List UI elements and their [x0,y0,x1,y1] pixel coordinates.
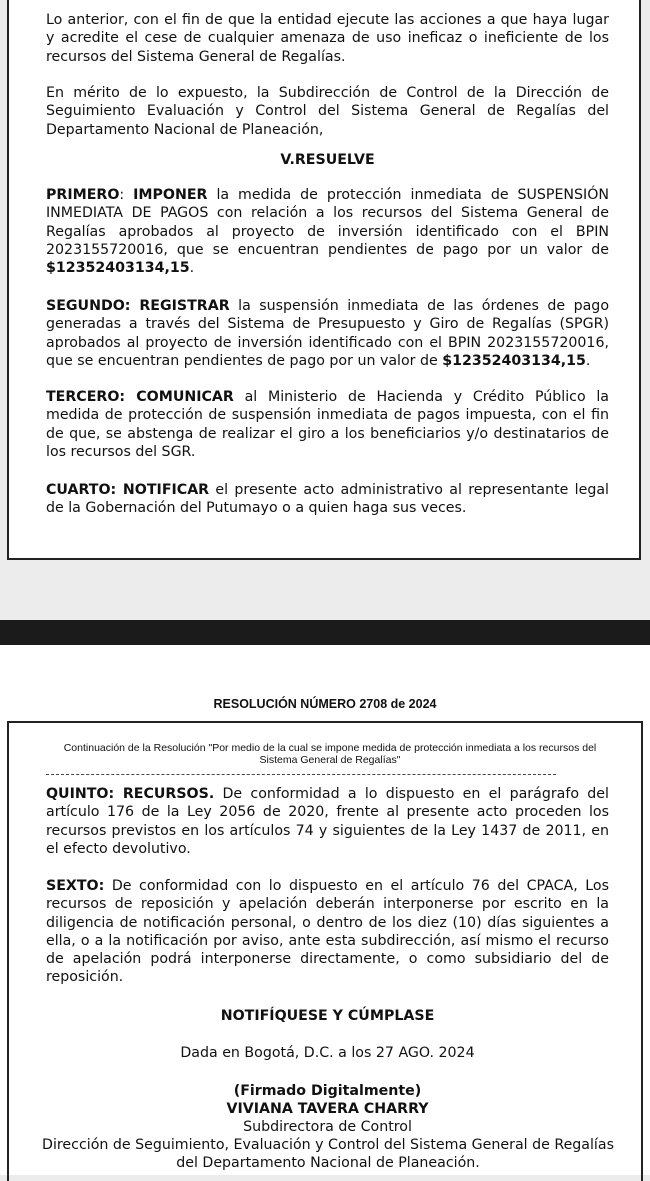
article-label: QUINTO: RECURSOS. [46,786,215,802]
article-label: SEXTO: [46,878,105,894]
closing-formula: NOTIFÍQUESE Y CÚMPLASE [220,1008,435,1024]
article-label: SEGUNDO: REGISTRAR [46,298,230,314]
signer-role: Subdirectora de Control [243,1119,412,1135]
date-line: Dada en Bogotá, D.C. a los 27 AGO. 2024 [180,1045,475,1061]
article-primero: PRIMERO: IMPONER la medida de protección inmediata de SUSPENSIÓN INMEDIATA DE PAGOS con relación a los recursos del Sistema General de Regalías aprobados al proyecto de inversión identificado con el BPIN 2023155720016, que se encuentran pendientes de pago por un valor de $12352403134,15. [46,187,609,277]
article-cuarto: CUARTO: NOTIFICAR el presente acto administrativo al representante legal de la Gobernación del Putumayo o a quien haga sus veces. [46,482,609,517]
page-separator-bar [0,620,650,645]
signature-status: (Firmado Digitalmente) [233,1083,422,1099]
article-quinto: QUINTO: RECURSOS. De conformidad a lo dispuesto en el parágrafo del artículo 176 de la Ley 2056 de 2020, frente al presente acto proceden los recursos previstos en los artículos 74 y siguientes de la Ley 1437 de 2011, en el efecto devolutivo. [46,786,609,857]
article-label: PRIMERO [46,187,120,203]
signer-name: VIVIANA TAVERA CHARRY [226,1101,429,1117]
continuation-note: Continuación de la Resolución "Por medio de la cual se impone medida de protección inmediata a los recursos del Sistema General de Regalías" [63,742,597,766]
page-gap [0,562,650,620]
article-sexto: SEXTO: De conformidad con lo dispuesto en el artículo 76 del CPACA, Los recursos de reposición y apelación deberán interponerse por escrito en la diligencia de notificación personal, o dentro de los diez (10) días siguientes a ella, o a la notificación por aviso, ante esta subdirección, así mismo el recurso de apelación podrá interponerse directamente, o como subsidiario del de reposición. [46,878,609,986]
article-verb: IMPONER [133,187,208,203]
dashed-divider [46,774,556,775]
signer-office: Dirección de Seguimiento, Evaluación y Control del Sistema General de Regalías del Departamento Nacional de Planeación. [42,1137,614,1172]
amount-value: $12352403134,15 [46,260,190,277]
resolution-header: RESOLUCIÓN NÚMERO 2708 de 2024 [213,697,437,711]
paragraph-intro: Lo anterior, con el fin de que la entidad ejecute las acciones a que haya lugar y acredite el cese de cualquier amenaza de uso ineficaz o ineficiente de los recursos del Sistema General de Regalías. [46,12,609,65]
section-heading: V.RESUELVE [280,152,375,168]
amount-value: $12352403134,15 [442,352,586,369]
article-tercero: TERCERO: COMUNICAR al Ministerio de Hacienda y Crédito Público la medida de protección de suspensión inmediata de pagos impuesta, con el fin de que, se abstenga de realizar el giro a los beneficiarios y/o destinatarios de los recursos del SGR. [46,389,610,460]
article-label: CUARTO: NOTIFICAR [46,482,210,498]
paragraph-merit: En mérito de lo expuesto, la Subdirección de Control de la Dirección de Seguimiento Evaluación y Control del Sistema General de Regalías del Departamento Nacional de Planeación, [46,85,609,138]
article-label: TERCERO: COMUNICAR [46,389,234,405]
article-segundo: SEGUNDO: REGISTRAR la suspensión inmediata de las órdenes de pago generadas a través del Sistema de Presupuesto y Giro de Regalías (SPGR) aprobados al proyecto de inversión identificado con el BPIN 2023155720016, que se encuentran pendientes de pago por un valor de $12352403134,15. [46,298,609,369]
